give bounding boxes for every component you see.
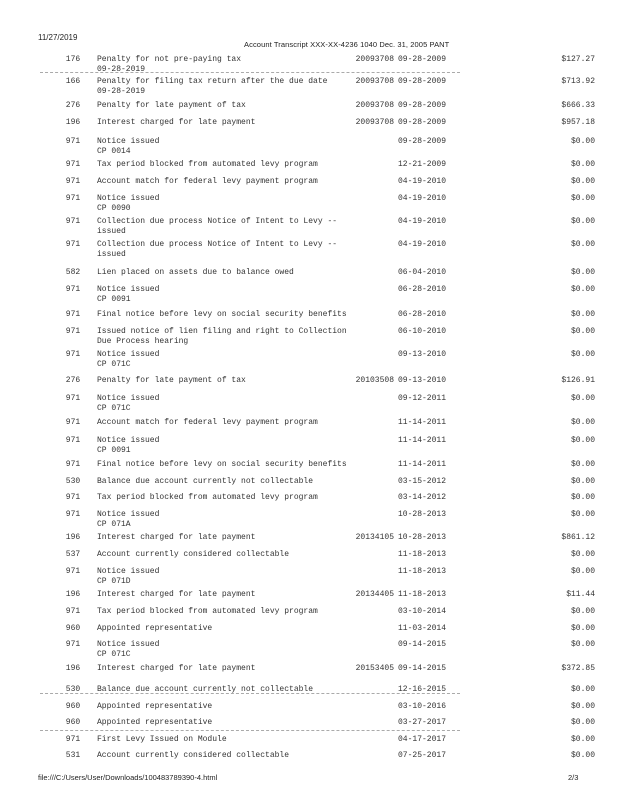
cell-desc: Interest charged for late payment	[97, 664, 256, 673]
cell-code: 971	[65, 460, 81, 469]
cell-cycle: 20093708	[355, 77, 394, 86]
cell-desc: Notice issued CP 0090	[97, 194, 160, 213]
cell-date: 06-28-2010	[398, 285, 447, 294]
cell-code: 166	[65, 77, 81, 86]
cell-code: 971	[65, 394, 81, 403]
cell-date: 06-28-2010	[398, 310, 447, 319]
cell-amt: $0.00	[570, 137, 595, 146]
cell-cycle: 20093708	[355, 55, 394, 64]
cell-amt: $0.00	[570, 510, 595, 519]
cell-code: 971	[65, 735, 81, 744]
cell-date: 04-19-2010	[398, 177, 447, 186]
cell-amt: $666.33	[561, 101, 595, 110]
cell-desc: First Levy Issued on Module	[97, 735, 227, 744]
cell-code: 582	[65, 268, 81, 277]
cell-date: 04-19-2010	[398, 240, 447, 249]
table-row	[0, 751, 620, 773]
cell-date: 11-18-2013	[398, 567, 447, 576]
cell-code: 196	[65, 590, 81, 599]
header-date: 11/27/2019	[38, 33, 78, 42]
cell-date: 09-13-2010	[398, 350, 447, 359]
cell-desc: Notice issued CP 071C	[97, 640, 160, 659]
cell-desc: Penalty for late payment of tax	[97, 376, 246, 385]
cell-desc: Interest charged for late payment	[97, 590, 256, 599]
cell-code: 276	[65, 376, 81, 385]
cell-code: 530	[65, 477, 81, 486]
table-row	[0, 194, 620, 216]
table-row	[0, 217, 620, 239]
cell-amt: $0.00	[570, 624, 595, 633]
cell-date: 09-28-2009	[398, 77, 447, 86]
cell-amt: $0.00	[570, 177, 595, 186]
cell-date: 04-17-2017	[398, 735, 447, 744]
cell-desc: Account match for federal levy payment program	[97, 177, 318, 186]
cell-date: 11-14-2011	[398, 418, 447, 427]
cell-desc: Account match for federal levy payment program	[97, 418, 318, 427]
cell-date: 07-25-2017	[398, 751, 447, 760]
header-title: Account Transcript XXX-XX-4236 1040 Dec. 31, 2005 PANT	[244, 40, 450, 49]
cell-date: 03-10-2014	[398, 607, 447, 616]
table-row	[0, 664, 620, 686]
cell-code: 971	[65, 327, 81, 336]
cell-date: 11-03-2014	[398, 624, 447, 633]
cell-code: 971	[65, 217, 81, 226]
cell-date: 03-27-2017	[398, 718, 447, 727]
cell-date: 04-19-2010	[398, 194, 447, 203]
cell-desc: Balance due account currently not collectable	[97, 685, 314, 694]
cell-desc: Penalty for filing tax return after the due date 09-28-2019	[97, 77, 328, 96]
table-row	[0, 350, 620, 372]
cell-amt: $11.44	[566, 590, 595, 599]
dashed-rule	[40, 730, 460, 731]
cell-code: 971	[65, 350, 81, 359]
cell-code: 971	[65, 310, 81, 319]
cell-code: 971	[65, 160, 81, 169]
cell-date: 09-14-2015	[398, 664, 447, 673]
cell-cycle: 20134105	[355, 533, 394, 542]
dashed-rule	[40, 72, 460, 73]
cell-amt: $126.91	[561, 376, 595, 385]
cell-amt: $0.00	[570, 160, 595, 169]
cell-desc: Account currently considered collectable	[97, 751, 290, 760]
cell-code: 971	[65, 194, 81, 203]
cell-desc: Appointed representative	[97, 718, 213, 727]
cell-desc: Issued notice of lien filing and right to Collection Due Process hearing	[97, 327, 347, 346]
cell-code: 971	[65, 640, 81, 649]
dashed-rule	[40, 693, 460, 694]
cell-code: 176	[65, 55, 81, 64]
cell-amt: $0.00	[570, 735, 595, 744]
cell-amt: $0.00	[570, 460, 595, 469]
cell-amt: $0.00	[570, 394, 595, 403]
cell-amt: $0.00	[570, 718, 595, 727]
cell-amt: $0.00	[570, 268, 595, 277]
cell-code: 960	[65, 702, 81, 711]
cell-cycle: 20093708	[355, 101, 394, 110]
cell-desc: Notice issued CP 071D	[97, 567, 160, 586]
cell-code: 971	[65, 240, 81, 249]
cell-desc: Final notice before levy on social security benefits	[97, 460, 347, 469]
cell-code: 971	[65, 418, 81, 427]
cell-amt: $957.18	[561, 118, 595, 127]
cell-amt: $0.00	[570, 418, 595, 427]
cell-code: 531	[65, 751, 81, 760]
table-row	[0, 436, 620, 458]
cell-date: 09-28-2009	[398, 55, 447, 64]
cell-desc: Final notice before levy on social security benefits	[97, 310, 347, 319]
cell-desc: Collection due process Notice of Intent to Levy -- issued	[97, 240, 338, 259]
cell-desc: Penalty for not pre-paying tax 09-28-2019	[97, 55, 242, 74]
cell-desc: Appointed representative	[97, 624, 213, 633]
cell-date: 03-15-2012	[398, 477, 447, 486]
cell-code: 196	[65, 533, 81, 542]
cell-code: 971	[65, 436, 81, 445]
cell-amt: $0.00	[570, 217, 595, 226]
cell-code: 276	[65, 101, 81, 110]
cell-code: 530	[65, 685, 81, 694]
cell-code: 971	[65, 493, 81, 502]
cell-amt: $0.00	[570, 477, 595, 486]
cell-date: 12-21-2009	[398, 160, 447, 169]
cell-code: 971	[65, 567, 81, 576]
cell-date: 04-19-2010	[398, 217, 447, 226]
cell-amt: $0.00	[570, 640, 595, 649]
cell-code: 971	[65, 607, 81, 616]
cell-amt: $0.00	[570, 567, 595, 576]
table-row	[0, 394, 620, 416]
cell-amt: $713.92	[561, 77, 595, 86]
footer-file-path: file:///C:/Users/User/Downloads/100483789390-4.html	[38, 773, 218, 782]
cell-amt: $0.00	[570, 702, 595, 711]
cell-date: 09-14-2015	[398, 640, 447, 649]
cell-desc: Collection due process Notice of Intent to Levy -- issued	[97, 217, 338, 236]
cell-date: 11-14-2011	[398, 460, 447, 469]
cell-code: 537	[65, 550, 81, 559]
cell-date: 09-28-2009	[398, 118, 447, 127]
cell-desc: Account currently considered collectable	[97, 550, 290, 559]
cell-code: 971	[65, 137, 81, 146]
cell-date: 11-18-2013	[398, 590, 447, 599]
cell-desc: Notice issued CP 0091	[97, 285, 160, 304]
cell-desc: Interest charged for late payment	[97, 118, 256, 127]
cell-amt: $0.00	[570, 285, 595, 294]
cell-desc: Lien placed on assets due to balance owed	[97, 268, 294, 277]
cell-desc: Notice issued CP 0014	[97, 137, 160, 156]
cell-desc: Tax period blocked from automated levy program	[97, 493, 318, 502]
cell-date: 03-14-2012	[398, 493, 447, 502]
cell-date: 03-10-2016	[398, 702, 447, 711]
cell-cycle: 20153405	[355, 664, 394, 673]
cell-cycle: 20103508	[355, 376, 394, 385]
cell-amt: $0.00	[570, 550, 595, 559]
cell-amt: $0.00	[570, 751, 595, 760]
table-row	[0, 640, 620, 662]
cell-code: 971	[65, 510, 81, 519]
cell-amt: $0.00	[570, 310, 595, 319]
cell-code: 196	[65, 118, 81, 127]
cell-date: 12-16-2015	[398, 685, 447, 694]
cell-date: 10-28-2013	[398, 533, 447, 542]
cell-amt: $372.85	[561, 664, 595, 673]
cell-code: 960	[65, 624, 81, 633]
cell-cycle: 20134405	[355, 590, 394, 599]
cell-date: 10-28-2013	[398, 510, 447, 519]
cell-amt: $0.00	[570, 350, 595, 359]
cell-date: 09-12-2011	[398, 394, 447, 403]
table-row	[0, 55, 620, 77]
cell-date: 09-13-2010	[398, 376, 447, 385]
cell-cycle: 20093708	[355, 118, 394, 127]
cell-date: 11-14-2011	[398, 436, 447, 445]
table-row	[0, 327, 620, 349]
cell-desc: Balance due account currently not collectable	[97, 477, 314, 486]
cell-desc: Notice issued CP 071C	[97, 350, 160, 369]
cell-amt: $127.27	[561, 55, 595, 64]
table-row	[0, 285, 620, 307]
table-row	[0, 567, 620, 589]
cell-amt: $0.00	[570, 436, 595, 445]
cell-desc: Notice issued CP 071C	[97, 394, 160, 413]
cell-date: 06-04-2010	[398, 268, 447, 277]
cell-date: 09-28-2009	[398, 137, 447, 146]
cell-desc: Notice issued CP 0091	[97, 436, 160, 455]
cell-amt: $0.00	[570, 327, 595, 336]
cell-code: 971	[65, 285, 81, 294]
table-row	[0, 240, 620, 262]
cell-desc: Appointed representative	[97, 702, 213, 711]
cell-desc: Penalty for late payment of tax	[97, 101, 246, 110]
cell-amt: $861.12	[561, 533, 595, 542]
cell-code: 971	[65, 177, 81, 186]
footer-page-number: 2/3	[568, 773, 579, 782]
table-row	[0, 77, 620, 99]
cell-desc: Tax period blocked from automated levy program	[97, 607, 318, 616]
cell-desc: Tax period blocked from automated levy program	[97, 160, 318, 169]
table-row	[0, 510, 620, 532]
cell-date: 06-10-2010	[398, 327, 447, 336]
cell-date: 09-28-2009	[398, 101, 447, 110]
cell-amt: $0.00	[570, 493, 595, 502]
table-row	[0, 137, 620, 159]
cell-amt: $0.00	[570, 685, 595, 694]
cell-code: 196	[65, 664, 81, 673]
cell-date: 11-18-2013	[398, 550, 447, 559]
cell-amt: $0.00	[570, 194, 595, 203]
cell-amt: $0.00	[570, 607, 595, 616]
cell-code: 960	[65, 718, 81, 727]
cell-desc: Notice issued CP 071A	[97, 510, 160, 529]
cell-desc: Interest charged for late payment	[97, 533, 256, 542]
cell-amt: $0.00	[570, 240, 595, 249]
